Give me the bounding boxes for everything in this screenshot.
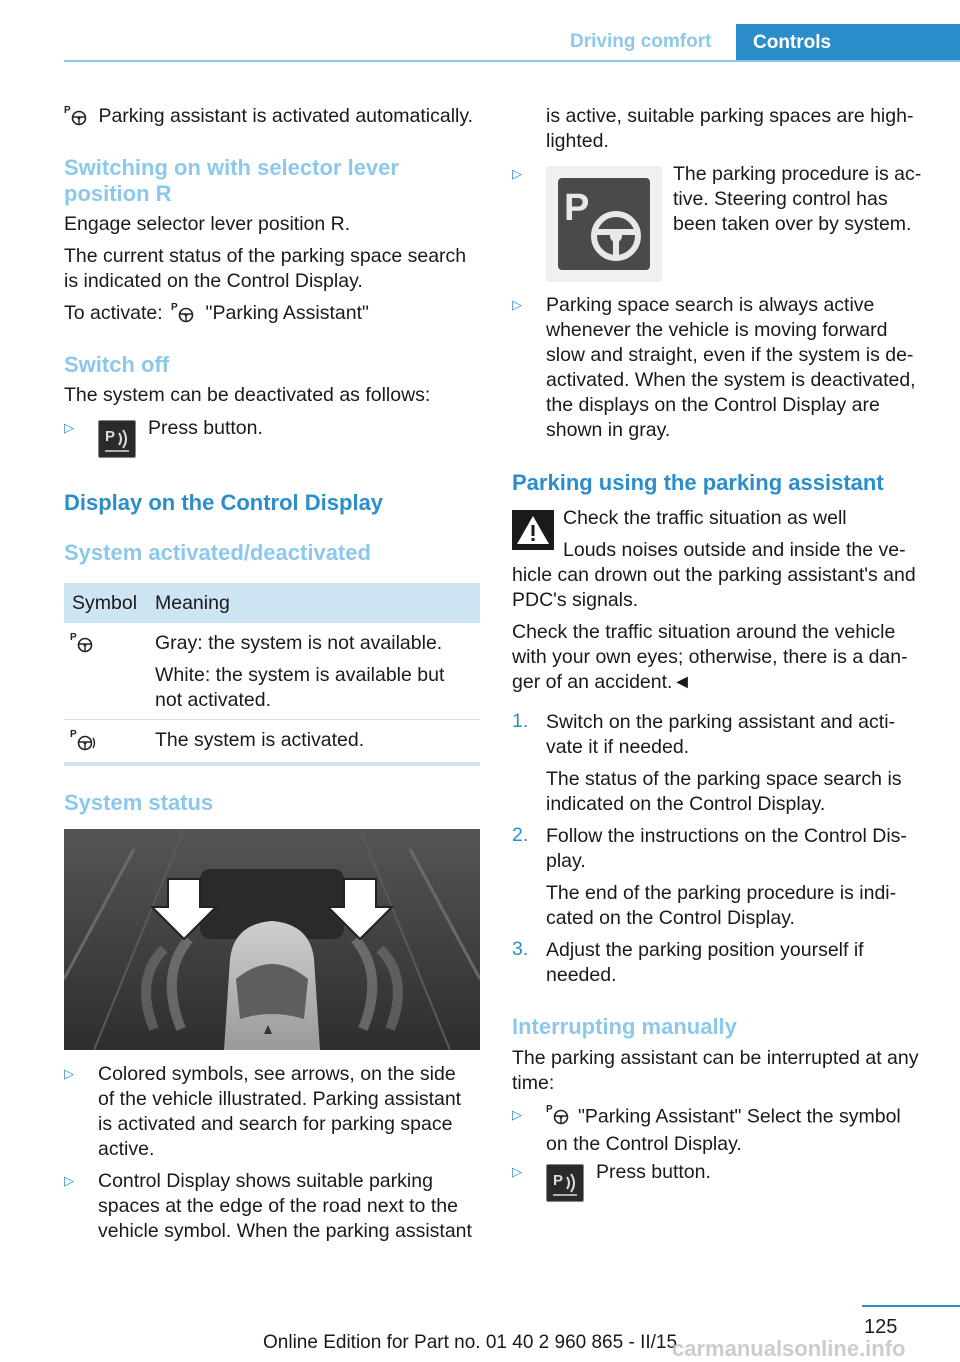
triangle-bullet-icon: ▷ — [512, 1107, 522, 1122]
step2-sub-line1: The end of the parking procedure is indi- — [546, 882, 897, 904]
parking-assistant-active-icon — [70, 728, 98, 757]
edition-text: Online Edition for Part no. 01 40 2 960 865 - II/15 — [263, 1332, 678, 1353]
system-status-illustration — [64, 829, 480, 1050]
step1-line1: Switch on the parking assistant and acti- — [546, 711, 896, 733]
procedure-line1: The parking procedure is ac- — [673, 163, 922, 185]
step2-sub-line2: cated on the Control Display. — [546, 907, 795, 929]
selector-heading — [64, 155, 484, 207]
parking-assistant-gray-icon — [70, 631, 96, 658]
procedure-line2: tive. Steering control has — [673, 188, 888, 210]
svg-text:P: P — [70, 729, 77, 740]
warning-text — [512, 563, 942, 613]
triangle-bullet-icon: ▷ — [512, 297, 522, 312]
activate-line — [64, 301, 369, 328]
step2-line1: Follow the instructions on the Control Dis- — [546, 825, 907, 847]
svg-text:P: P — [70, 632, 77, 643]
warning-line2: hicle can drown out the parking assistant's and — [512, 564, 916, 586]
interrupt-item-2 — [512, 1160, 942, 1206]
interrupt-heading: Interrupting manually — [512, 1014, 737, 1039]
bullet2-line2: spaces at the edge of the road next to the — [98, 1195, 458, 1217]
procedure-item — [512, 162, 942, 284]
triangle-bullet-icon: ▷ — [512, 1164, 522, 1179]
triangle-bullet-icon: ▷ — [512, 166, 522, 181]
continued-line1: is active, suitable parking spaces are high- — [546, 105, 914, 127]
bullet1-line1: Colored symbols, see arrows, on the side — [98, 1063, 456, 1085]
step2-line2: play. — [546, 850, 586, 872]
triangle-bullet-icon: ▷ — [64, 420, 74, 435]
step3-line1: Adjust the parking position yourself if — [546, 939, 864, 961]
selector-heading-line1: Switching on with selector lever — [64, 155, 399, 180]
header-chapter-label: Controls — [753, 32, 832, 53]
search-line5: the displays on the Control Display are — [546, 394, 880, 416]
interrupt-item1-line1: "Parking Assistant" Select the symbol — [578, 1105, 901, 1128]
step1-line2: vate it if needed. — [546, 736, 690, 758]
svg-text:P: P — [171, 302, 178, 314]
activate-prefix: To activate: — [64, 302, 163, 324]
col-symbol: Symbol — [72, 592, 138, 614]
press-button-text: Press button. — [596, 1161, 711, 1183]
watermark: carmanualsonline.info — [672, 1336, 906, 1361]
step-1 — [512, 710, 942, 817]
warning-title: Check the traffic situation as well — [563, 507, 847, 529]
row1-meaning-a: Gray: the system is not available. — [155, 632, 443, 654]
search-line6: shown in gray. — [546, 419, 671, 441]
parking-heading: Parking using the parking assistant — [512, 470, 884, 495]
symbol-table — [64, 583, 480, 766]
col-meaning: Meaning — [155, 592, 230, 614]
status-bullet-1 — [64, 1062, 484, 1162]
status-bullet-2 — [64, 1169, 484, 1244]
interrupt-text — [512, 1046, 942, 1096]
table-row — [64, 720, 480, 766]
switch-off-item — [64, 416, 484, 460]
step3-line2: needed. — [546, 964, 617, 986]
search-line4: activated. When the system is deactivated, — [546, 369, 916, 391]
header-rule — [64, 60, 960, 62]
warning-line3: PDC's signals. — [512, 589, 639, 611]
activate-suffix: "Parking Assistant" — [205, 302, 369, 324]
selector-text-1: Engage selector lever position R. — [64, 213, 351, 235]
svg-text:P: P — [564, 187, 590, 229]
check-line3: ger of an accident.◄ — [512, 671, 692, 693]
bullet1-line3: is activated and search for parking space — [98, 1113, 453, 1135]
search-line1: Parking space search is always active — [546, 294, 875, 316]
row2-meaning: The system is activated. — [155, 729, 365, 751]
table-row — [64, 623, 480, 720]
pdc-button-icon — [546, 1164, 584, 1202]
svg-text:P: P — [553, 1172, 564, 1189]
row1-meaning-b1: White: the system is available but — [155, 664, 445, 686]
check-line1: Check the traffic situation around the vehicle — [512, 621, 896, 643]
footer-rule — [862, 1305, 960, 1307]
svg-text:P: P — [64, 105, 71, 117]
selector-text-2-line1: The current status of the parking space search — [64, 245, 467, 267]
interrupt-line1: The parking assistant can be interrupted at any — [512, 1047, 919, 1069]
parking-assistant-icon — [64, 104, 90, 131]
svg-text:P: P — [546, 1104, 553, 1115]
switch-off-text: The system can be deactivated as follows: — [64, 384, 431, 406]
bullet2-line1: Control Display shows suitable parking — [98, 1170, 433, 1192]
search-item — [512, 293, 942, 443]
press-button-text: Press button. — [148, 417, 263, 439]
selector-heading-line2: position R — [64, 181, 172, 206]
selector-text-2-line2: is indicated on the Control Display. — [64, 270, 363, 292]
warning-line1: Louds noises outside and inside the ve- — [563, 539, 906, 561]
bullet1-line2: of the vehicle illustrated. Parking assistant — [98, 1088, 462, 1110]
bullet2-line3: vehicle symbol. When the parking assistant — [98, 1220, 472, 1242]
system-status-heading: System status — [64, 790, 214, 815]
bullet1-line4: active. — [98, 1138, 155, 1160]
step-3 — [512, 938, 942, 988]
table-header — [64, 583, 480, 623]
step-number: 2. — [512, 824, 529, 846]
step1-sub-line1: The status of the parking space search is — [546, 768, 902, 790]
continued-line2: lighted. — [546, 130, 609, 152]
parking-assistant-icon — [171, 301, 197, 328]
interrupt-item-1 — [512, 1103, 942, 1157]
switch-off-heading: Switch off — [64, 352, 170, 377]
procedure-line3: been taken over by system. — [673, 213, 912, 235]
display-heading: Display on the Control Display — [64, 490, 384, 515]
warning-icon — [512, 510, 554, 550]
page-number: 125 — [864, 1316, 898, 1338]
check-line2: with your own eyes; otherwise, there is a dan- — [512, 646, 908, 668]
procedure-text — [673, 162, 921, 237]
step-number: 3. — [512, 938, 529, 960]
header-section: Driving comfort — [570, 31, 712, 52]
parking-assistant-icon — [546, 1103, 572, 1132]
interrupt-line2: time: — [512, 1072, 555, 1094]
check-text — [512, 620, 942, 695]
triangle-bullet-icon: ▷ — [64, 1066, 74, 1081]
search-line2: whenever the vehicle is moving forward — [546, 319, 888, 341]
step-2 — [512, 824, 942, 931]
header-chapter-tab — [736, 24, 960, 62]
step1-sub-line2: indicated on the Control Display. — [546, 793, 826, 815]
selector-text-2 — [64, 244, 484, 294]
continued-text — [546, 104, 946, 154]
pdc-button-icon — [98, 420, 136, 458]
triangle-bullet-icon: ▷ — [64, 1173, 74, 1188]
intro-text: Parking assistant is activated automatically. — [98, 105, 474, 127]
svg-text:P: P — [105, 428, 116, 445]
search-line3: slow and straight, even if the system is de- — [546, 344, 914, 366]
intro-line — [64, 104, 484, 131]
row1-meaning-b2: not activated. — [155, 689, 271, 711]
interrupt-item1-line2: on the Control Display. — [546, 1133, 742, 1155]
system-activated-heading: System activated/deactivated — [64, 540, 371, 565]
parking-procedure-symbol — [546, 166, 662, 282]
step-number: 1. — [512, 710, 529, 732]
